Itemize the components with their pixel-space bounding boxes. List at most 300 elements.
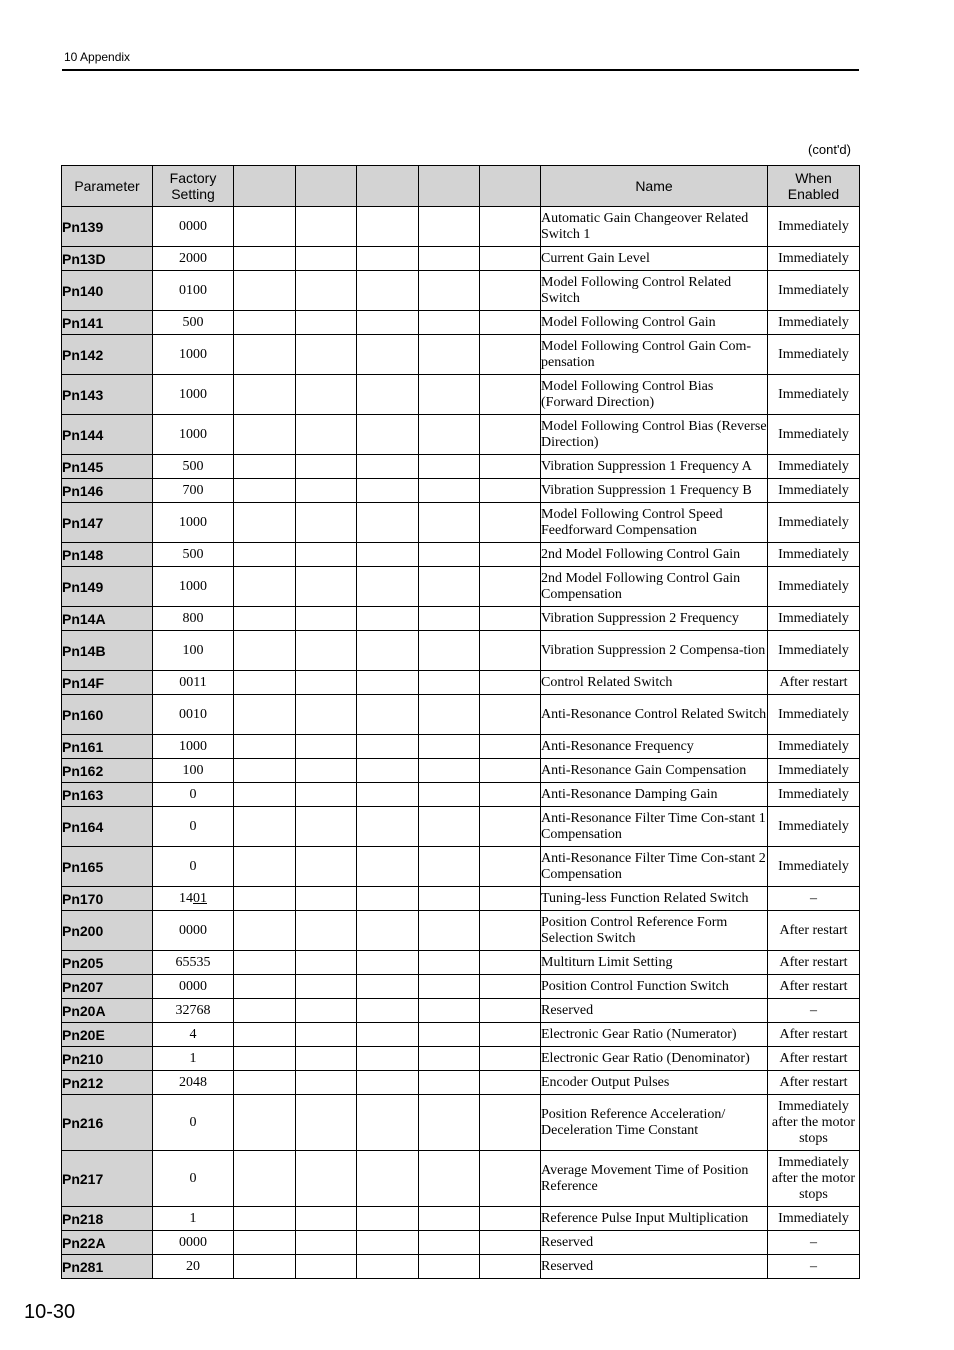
blank-cell [234,1231,296,1255]
column-header-blank [419,166,480,207]
blank-cell [296,999,357,1023]
name-cell: Control Related Switch [541,671,768,695]
blank-cell [234,415,296,455]
name-cell: Vibration Suppression 1 Frequency A [541,455,768,479]
blank-cell [480,951,541,975]
table-row [62,607,860,631]
factory-setting-cell: 2048 [153,1071,234,1095]
parameter-cell: Pn14B [62,631,153,671]
parameter-cell: Pn148 [62,543,153,567]
factory-setting-cell: 800 [153,607,234,631]
blank-cell [419,567,480,607]
blank-cell [234,631,296,671]
blank-cell [234,335,296,375]
when-enabled-cell: Immediately [768,415,860,455]
blank-cell [357,1071,419,1095]
name-cell: Model Following Control Gain Com-pensation [541,335,768,375]
blank-cell [234,1207,296,1231]
blank-cell [357,1207,419,1231]
column-header-factory-setting: Factory Setting [153,166,234,207]
blank-cell [234,671,296,695]
blank-cell [357,567,419,607]
when-enabled-cell: After restart [768,975,860,999]
table-row [62,999,860,1023]
blank-cell [296,847,357,887]
when-enabled-cell: Immediately [768,271,860,311]
parameter-cell: Pn149 [62,567,153,607]
blank-cell [357,335,419,375]
blank-cell [419,759,480,783]
parameter-cell: Pn165 [62,847,153,887]
blank-cell [234,887,296,911]
blank-cell [357,503,419,543]
table-row [62,567,860,607]
table-row [62,1151,860,1207]
blank-cell [296,911,357,951]
parameter-cell: Pn210 [62,1047,153,1071]
parameter-cell: Pn205 [62,951,153,975]
blank-cell [357,1023,419,1047]
blank-cell [296,207,357,247]
header-rule [62,69,859,71]
name-cell: Reserved [541,1255,768,1279]
factory-setting-cell: 1000 [153,735,234,759]
blank-cell [419,887,480,911]
blank-cell [234,607,296,631]
table-row [62,911,860,951]
factory-setting-cell [153,887,234,911]
when-enabled-cell: Immediately [768,311,860,335]
table-row [62,415,860,455]
name-cell: Model Following Control Bias (Reverse Direction) [541,415,768,455]
when-enabled-cell: After restart [768,911,860,951]
factory-setting-cell: 0010 [153,695,234,735]
blank-cell [234,807,296,847]
blank-cell [234,1095,296,1151]
blank-cell [357,415,419,455]
when-enabled-cell: Immediately [768,543,860,567]
name-cell: Current Gain Level [541,247,768,271]
blank-cell [480,207,541,247]
table-row [62,1231,860,1255]
blank-cell [296,1151,357,1207]
blank-cell [296,631,357,671]
when-enabled-cell: Immediately [768,479,860,503]
when-enabled-cell: Immediately [768,631,860,671]
blank-cell [296,415,357,455]
blank-cell [357,455,419,479]
blank-cell [234,847,296,887]
name-cell: Electronic Gear Ratio (Numerator) [541,1023,768,1047]
blank-cell [234,503,296,543]
blank-cell [419,415,480,455]
table-row [62,695,860,735]
factory-setting-prefix: 14 [179,890,193,906]
table-row [62,271,860,311]
parameter-table [61,165,860,1279]
factory-setting-cell: 0 [153,1095,234,1151]
name-cell: Anti-Resonance Filter Time Con-stant 2 Compensation [541,847,768,887]
when-enabled-cell: Immediately [768,375,860,415]
name-cell: 2nd Model Following Control Gain Compensation [541,567,768,607]
blank-cell [357,759,419,783]
when-enabled-cell: – [768,1255,860,1279]
when-enabled-cell: Immediately [768,1207,860,1231]
blank-cell [296,607,357,631]
blank-cell [419,1047,480,1071]
blank-cell [234,247,296,271]
factory-setting-cell: 1000 [153,415,234,455]
blank-cell [419,999,480,1023]
blank-cell [357,247,419,271]
table-row [62,1095,860,1151]
blank-cell [419,311,480,335]
factory-setting-cell: 0000 [153,911,234,951]
blank-cell [419,1151,480,1207]
column-header-blank [357,166,419,207]
blank-cell [419,543,480,567]
when-enabled-cell: – [768,1231,860,1255]
name-cell: Position Control Function Switch [541,975,768,999]
table-row [62,247,860,271]
parameter-cell: Pn146 [62,479,153,503]
blank-cell [419,1071,480,1095]
when-enabled-cell: After restart [768,1071,860,1095]
factory-setting-underlined-digits: 01 [193,890,207,906]
blank-cell [234,375,296,415]
blank-cell [296,695,357,735]
blank-cell [357,543,419,567]
parameter-cell: Pn160 [62,695,153,735]
factory-setting-cell: 1 [153,1207,234,1231]
blank-cell [234,1047,296,1071]
name-cell: Model Following Control Gain [541,311,768,335]
column-header-name: Name [541,166,768,207]
continued-label: (cont'd) [808,142,851,157]
table-row [62,375,860,415]
factory-setting-cell: 0011 [153,671,234,695]
blank-cell [234,207,296,247]
table-row [62,455,860,479]
blank-cell [480,311,541,335]
table-row [62,735,860,759]
factory-setting-cell: 0 [153,783,234,807]
name-cell: Reserved [541,1231,768,1255]
blank-cell [480,375,541,415]
blank-cell [357,311,419,335]
column-header-blank [480,166,541,207]
factory-setting-cell: 1 [153,1047,234,1071]
name-cell: Anti-Resonance Frequency [541,735,768,759]
blank-cell [480,1207,541,1231]
blank-cell [419,455,480,479]
name-cell: Anti-Resonance Control Related Switch [541,695,768,735]
factory-setting-cell: 0100 [153,271,234,311]
blank-cell [419,671,480,695]
blank-cell [480,335,541,375]
blank-cell [419,207,480,247]
blank-cell [480,247,541,271]
table-row [62,887,860,911]
blank-cell [234,759,296,783]
parameter-cell: Pn143 [62,375,153,415]
blank-cell [296,543,357,567]
blank-cell [419,607,480,631]
when-enabled-cell: – [768,887,860,911]
blank-cell [296,975,357,999]
name-cell: Average Movement Time of Position Reference [541,1151,768,1207]
blank-cell [419,735,480,759]
blank-cell [419,975,480,999]
name-cell: Vibration Suppression 2 Frequency [541,607,768,631]
table-row [62,479,860,503]
when-enabled-cell: Immediately [768,335,860,375]
blank-cell [480,415,541,455]
running-header: 10 Appendix [64,50,131,64]
table-header-row [62,166,860,207]
blank-cell [296,567,357,607]
parameter-cell: Pn144 [62,415,153,455]
factory-setting-cell: 20 [153,1255,234,1279]
name-cell: Position Reference Acceleration/ Deceleration Time Constant [541,1095,768,1151]
blank-cell [480,503,541,543]
when-enabled-cell: Immediately [768,735,860,759]
blank-cell [357,847,419,887]
table-row [62,1071,860,1095]
blank-cell [296,1207,357,1231]
blank-cell [296,311,357,335]
name-cell: Anti-Resonance Damping Gain [541,783,768,807]
blank-cell [296,1231,357,1255]
column-header-parameter: Parameter [62,166,153,207]
blank-cell [419,1231,480,1255]
factory-setting-cell: 4 [153,1023,234,1047]
parameter-cell: Pn218 [62,1207,153,1231]
table-row [62,807,860,847]
blank-cell [296,455,357,479]
parameter-cell: Pn139 [62,207,153,247]
factory-setting-cell: 100 [153,631,234,671]
blank-cell [357,607,419,631]
blank-cell [357,207,419,247]
factory-setting-cell: 500 [153,455,234,479]
blank-cell [419,247,480,271]
blank-cell [419,335,480,375]
blank-cell [296,503,357,543]
factory-setting-cell: 0 [153,1151,234,1207]
blank-cell [296,783,357,807]
blank-cell [480,759,541,783]
parameter-cell: Pn13D [62,247,153,271]
column-header-blank [296,166,357,207]
factory-setting-cell: 100 [153,759,234,783]
parameter-cell: Pn20E [62,1023,153,1047]
blank-cell [419,503,480,543]
blank-cell [296,759,357,783]
blank-cell [480,271,541,311]
blank-cell [296,807,357,847]
blank-cell [296,335,357,375]
blank-cell [234,567,296,607]
blank-cell [419,783,480,807]
blank-cell [480,911,541,951]
blank-cell [296,375,357,415]
blank-cell [357,975,419,999]
table-row [62,503,860,543]
blank-cell [480,735,541,759]
table-row [62,207,860,247]
factory-setting-cell: 2000 [153,247,234,271]
parameter-cell: Pn200 [62,911,153,951]
parameter-cell: Pn163 [62,783,153,807]
table-row [62,975,860,999]
name-cell: Reference Pulse Input Multiplication [541,1207,768,1231]
parameter-cell: Pn14A [62,607,153,631]
when-enabled-cell: After restart [768,1023,860,1047]
parameter-cell: Pn217 [62,1151,153,1207]
name-cell: Anti-Resonance Filter Time Con-stant 1 Compensation [541,807,768,847]
when-enabled-cell: Immediately [768,807,860,847]
factory-setting-cell: 65535 [153,951,234,975]
blank-cell [296,887,357,911]
blank-cell [296,479,357,503]
blank-cell [234,911,296,951]
blank-cell [357,1095,419,1151]
blank-cell [234,735,296,759]
blank-cell [419,271,480,311]
name-cell: 2nd Model Following Control Gain [541,543,768,567]
blank-cell [480,479,541,503]
when-enabled-cell: After restart [768,671,860,695]
blank-cell [234,1255,296,1279]
blank-cell [419,631,480,671]
blank-cell [480,695,541,735]
parameter-cell: Pn147 [62,503,153,543]
parameter-cell: Pn140 [62,271,153,311]
table-row [62,1047,860,1071]
blank-cell [419,1255,480,1279]
blank-cell [480,455,541,479]
blank-cell [357,911,419,951]
parameter-cell: Pn14F [62,671,153,695]
when-enabled-cell: Immediately [768,207,860,247]
factory-setting-cell: 0000 [153,975,234,999]
blank-cell [357,807,419,847]
blank-cell [234,271,296,311]
parameter-cell: Pn170 [62,887,153,911]
blank-cell [357,695,419,735]
blank-cell [480,567,541,607]
parameter-cell: Pn142 [62,335,153,375]
name-cell: Encoder Output Pulses [541,1071,768,1095]
blank-cell [480,607,541,631]
when-enabled-cell: Immediately [768,607,860,631]
when-enabled-cell: Immediately [768,783,860,807]
factory-setting-cell: 0000 [153,207,234,247]
blank-cell [480,1255,541,1279]
when-enabled-cell: After restart [768,951,860,975]
name-cell: Vibration Suppression 1 Frequency B [541,479,768,503]
blank-cell [234,311,296,335]
factory-setting-cell: 0 [153,807,234,847]
blank-cell [357,735,419,759]
blank-cell [419,951,480,975]
table-row [62,847,860,887]
blank-cell [296,1047,357,1071]
blank-cell [296,951,357,975]
blank-cell [296,735,357,759]
blank-cell [419,911,480,951]
table-row [62,783,860,807]
blank-cell [234,455,296,479]
blank-cell [419,1207,480,1231]
when-enabled-cell: Immediately [768,695,860,735]
table-row [62,671,860,695]
parameter-cell: Pn141 [62,311,153,335]
blank-cell [234,1023,296,1047]
blank-cell [296,1095,357,1151]
parameter-cell: Pn20A [62,999,153,1023]
factory-setting-cell: 1000 [153,375,234,415]
blank-cell [296,271,357,311]
blank-cell [480,1231,541,1255]
blank-cell [296,247,357,271]
blank-cell [296,1255,357,1279]
parameter-cell: Pn162 [62,759,153,783]
blank-cell [419,1095,480,1151]
factory-setting-cell: 500 [153,311,234,335]
parameter-cell: Pn281 [62,1255,153,1279]
blank-cell [480,1151,541,1207]
blank-cell [480,999,541,1023]
parameter-cell: Pn161 [62,735,153,759]
table-row [62,1207,860,1231]
factory-setting-cell: 500 [153,543,234,567]
name-cell: Tuning-less Function Related Switch [541,887,768,911]
when-enabled-cell: – [768,999,860,1023]
name-cell: Automatic Gain Changeover Related Switch 1 [541,207,768,247]
blank-cell [296,671,357,695]
when-enabled-cell: After restart [768,1047,860,1071]
name-cell: Electronic Gear Ratio (Denominator) [541,1047,768,1071]
factory-setting-cell: 0 [153,847,234,887]
blank-cell [419,847,480,887]
blank-cell [480,1047,541,1071]
name-cell: Model Following Control Bias (Forward Direction) [541,375,768,415]
factory-setting-cell: 1000 [153,567,234,607]
blank-cell [234,999,296,1023]
when-enabled-cell: Immediately [768,503,860,543]
blank-cell [234,975,296,999]
when-enabled-cell: Immediately after the motor stops [768,1151,860,1207]
blank-cell [357,375,419,415]
blank-cell [419,479,480,503]
blank-cell [234,783,296,807]
blank-cell [357,671,419,695]
blank-cell [234,1071,296,1095]
parameter-cell: Pn212 [62,1071,153,1095]
when-enabled-cell: Immediately [768,759,860,783]
blank-cell [234,951,296,975]
name-cell: Reserved [541,999,768,1023]
blank-cell [357,479,419,503]
parameter-cell: Pn22A [62,1231,153,1255]
blank-cell [480,543,541,567]
name-cell: Position Control Reference Form Selection Switch [541,911,768,951]
blank-cell [296,1023,357,1047]
blank-cell [357,999,419,1023]
table-row [62,951,860,975]
